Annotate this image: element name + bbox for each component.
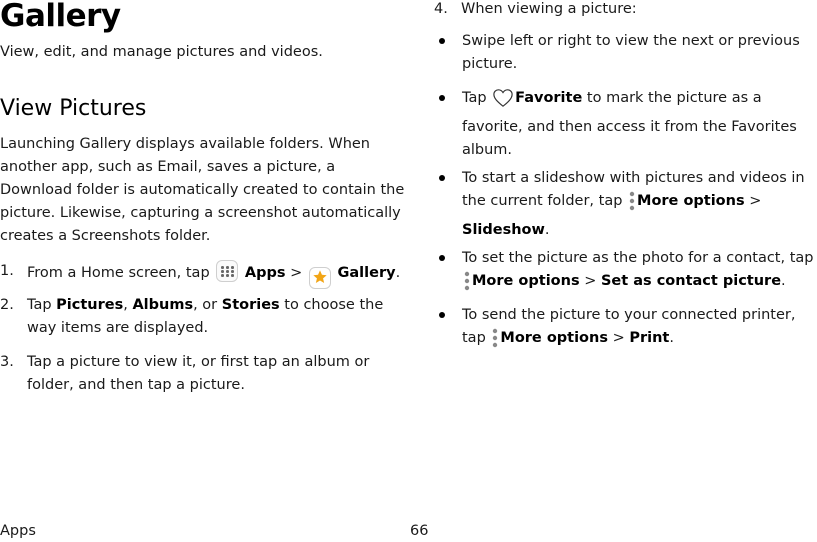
footer-section-label: Apps [0, 523, 36, 539]
step-number: 3. [0, 354, 14, 370]
apps-label: Apps [244, 265, 286, 281]
more-options-icon [464, 271, 470, 299]
step-text: From a Home screen, tap Apps > Gallery. [27, 260, 407, 289]
pictures-label: Pictures [56, 297, 124, 313]
section-heading: View Pictures [0, 96, 147, 121]
step-number: 2. [0, 297, 14, 313]
step-text: Tap a picture to view it, or first tap an album or folder, and then tap a picture. [27, 354, 370, 393]
apps-grid-icon [216, 260, 238, 282]
bullet-print: To send the picture to your connected printer, tap More options > Print. [462, 304, 817, 356]
more-options-label: More options [500, 330, 608, 346]
heart-icon [492, 88, 514, 116]
intro-text: View, edit, and manage pictures and videos. [0, 44, 323, 60]
section-paragraph: Launching Gallery displays available folders. When another app, such as Email, saves a picture, a Download folder is automatically created to contain the picture. Likewise, capturing a screenshot automatically creates a Screenshots folder. [0, 136, 405, 244]
bullet-contact: To set the picture as the photo for a contact, tap More options > Set as contact picture. [462, 247, 817, 299]
step-text: Tap Pictures, Albums, or Stories to choose the way items are displayed. [27, 297, 384, 336]
bullet-favorite: Tap Favorite to mark the picture as a favorite, and then access it from the Favorites album. [462, 87, 817, 162]
step-text: When viewing a picture: [461, 1, 637, 17]
more-options-label: More options [637, 193, 745, 209]
page-number: 66 [410, 523, 429, 539]
bullet-slideshow: To start a slideshow with pictures and videos in the current folder, tap More options > Slideshow. [462, 167, 817, 242]
albums-label: Albums [132, 297, 194, 313]
more-options-label: More options [472, 273, 580, 289]
print-label: Print [629, 330, 670, 346]
slideshow-label: Slideshow [462, 222, 545, 238]
favorite-label: Favorite [515, 90, 583, 106]
page-title: Gallery [0, 0, 121, 34]
step-number: 4. [434, 1, 448, 17]
more-options-icon [492, 328, 498, 356]
more-options-icon [629, 191, 635, 219]
gallery-star-icon [309, 267, 331, 289]
set-contact-label: Set as contact picture [600, 273, 782, 289]
gallery-label: Gallery [337, 265, 396, 281]
bullet-swipe: Swipe left or right to view the next or previous picture. [462, 30, 817, 76]
step-number: 1. [0, 263, 14, 279]
stories-label: Stories [221, 297, 280, 313]
